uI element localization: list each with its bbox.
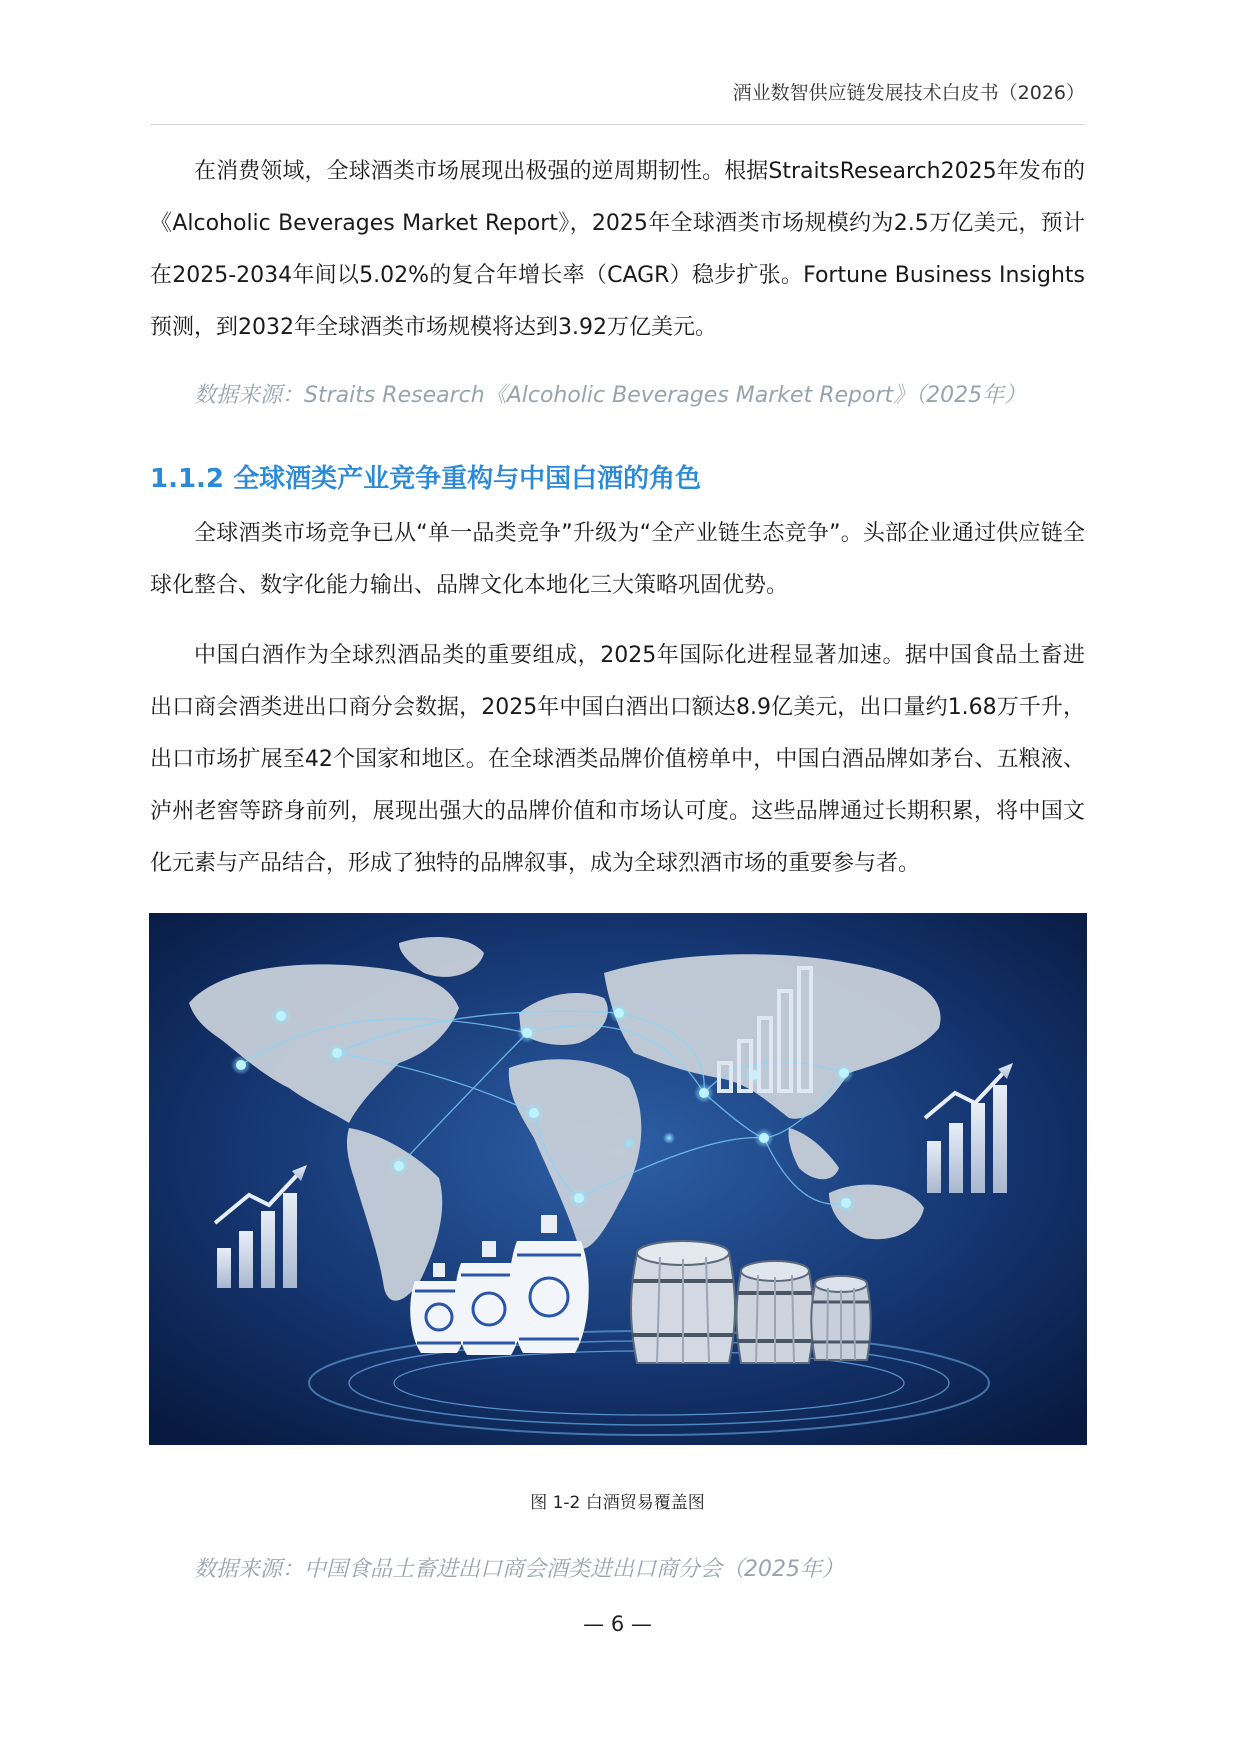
trade-map-illustration: [149, 913, 1087, 1445]
paragraph-market-size: 在消费领域，全球酒类市场展现出极强的逆周期韧性。根据StraitsResearch2025年发布的《Alcoholic Beverages Market Report》，2025年全球酒类市场规模约为2.5万亿美元，预计在2025-2034年间以5.02%的复合年增长率（CAGR）稳步扩张。Fortune Business Insights预测，到2032年全球酒类市场规模将达到3.92万亿美元。: [150, 159, 1085, 340]
figure-trade-map: [149, 913, 1087, 1445]
running-header: 酒业数智供应链发展技术白皮书（2026）: [732, 82, 1085, 104]
page-number: — 6 —: [583, 1612, 652, 1636]
source-note-straits: 数据来源：Straits Research《Alcoholic Beverages Market Report》（2025年）: [194, 383, 1027, 408]
header-divider: [150, 124, 1085, 125]
section-heading: 1.1.2 全球酒类产业竞争重构与中国白酒的角色: [150, 464, 702, 494]
paragraph-baijiu-export: 中国白酒作为全球烈酒品类的重要组成，2025年国际化进程显著加速。据中国食品土畜进出口商会酒类进出口商分会数据，2025年中国白酒出口额达8.9亿美元，出口量约1.68万千升，出口市场扩展至42个国家和地区。在全球酒类品牌价值榜单中，中国白酒品牌如茅台、五粮液、泸州老窖等跻身前列，展现出强大的品牌价值和市场认可度。这些品牌通过长期积累，将中国文化元素与产品结合，形成了独特的品牌叙事，成为全球烈酒市场的重要参与者。: [150, 643, 1085, 876]
paragraph-competition: 全球酒类市场竞争已从“单一品类竞争”升级为“全产业链生态竞争”。头部企业通过供应链全球化整合、数字化能力输出、品牌文化本地化三大策略巩固优势。: [150, 521, 1085, 598]
figure-caption: 图 1-2 白酒贸易覆盖图: [530, 1493, 705, 1513]
source-note-chamber: 数据来源：中国食品土畜进出口商会酒类进出口商分会（2025年）: [194, 1557, 844, 1582]
